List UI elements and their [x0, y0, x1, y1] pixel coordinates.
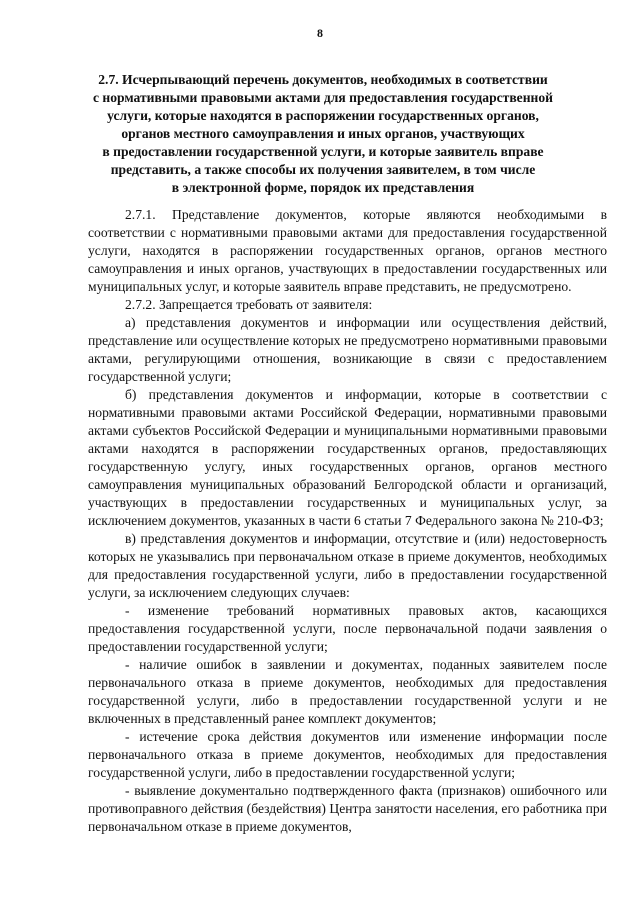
- paragraph-exception-4: - выявление документально подтвержденного факта (признаков) ошибочного или противоправного действия (бездействия) Центра занятости населения, его работника при первоначальном отказе в приеме документов,: [88, 783, 607, 834]
- paragraph-item-b: б) представления документов и информации, которые в соответствии с нормативными правовыми актами Российской Федерации, нормативными правовыми актами субъектов Российской Федерации и муниципальными нормативными правовыми актами находятся в распоряжении государственных органов, предоставляющих государственную услугу, иных государственных органов, органов местного самоуправления муниципальных образований Белгородской области и организаций, участвующих в предоставлении государственных и муниципальных услуг, за исключением документов, указанных в части 6 статьи 7 Федерального закона № 210-ФЗ;: [88, 387, 607, 528]
- paragraph-exception-2: - наличие ошибок в заявлении и документах, поданных заявителем после первоначального отказа в приеме документов, необходимых для предоставления государственной услуги, либо в предоставлении государственной услуги и не включенных в представленный ранее комплект документов;: [88, 657, 607, 726]
- paragraph-exception-3: - истечение срока действия документов или изменение информации после первоначального отказа в приеме документов, необходимых для предоставления государственной услуги, либо в предоставлении государственной услуги;: [88, 729, 607, 780]
- page-number: 8: [317, 26, 323, 40]
- paragraph-item-v: в) представления документов и информации, отсутствие и (или) недостоверность которых не указывались при первоначальном отказе в приеме документов, необходимых для предоставления государственной услуги, либо в предоставлении государственной услуги, за исключением следующих случаев:: [88, 531, 607, 600]
- heading-line: в предоставлении государственной услуги, и которые заявитель вправе: [102, 144, 544, 159]
- section-heading: [92, 71, 554, 197]
- paragraph-item-a: а) представления документов и информации или осуществления действий, представление или осуществление которых не предусмотрено нормативными правовыми актами, регулирующими отношения, возникающие в связи с предоставлением государственной услуги;: [88, 315, 607, 384]
- paragraph-exception-1: - изменение требований нормативных правовых актов, касающихся предоставления государственной услуги, после первоначальной подачи заявления о предоставлении государственной услуги;: [88, 603, 607, 654]
- document-body: [88, 206, 607, 836]
- heading-line: органов местного самоуправления и иных органов, участвующих: [121, 126, 525, 141]
- paragraph-2-7-1: 2.7.1. Представление документов, которые являются необходимыми в соответствии с нормативными правовыми актами для предоставления государственной услуги, находятся в распоряжении государственных органов, органов местного самоуправления и иных органов, участвующих в предоставлении государственных или муниципальных услуг, и которые заявитель вправе представить, не предусмотрено.: [88, 207, 607, 294]
- heading-line: с нормативными правовыми актами для предоставления государственной: [92, 90, 554, 105]
- paragraph-2-7-2: 2.7.2. Запрещается требовать от заявителя:: [125, 297, 373, 312]
- heading-line: представить, а также способы их получения заявителем, в том числе: [110, 162, 536, 177]
- heading-line: 2.7. Исчерпывающий перечень документов, необходимых в соответствии: [98, 72, 548, 87]
- heading-line: услуги, которые находятся в распоряжении государственных органов,: [107, 108, 539, 123]
- heading-line: в электронной форме, порядок их представления: [171, 180, 475, 195]
